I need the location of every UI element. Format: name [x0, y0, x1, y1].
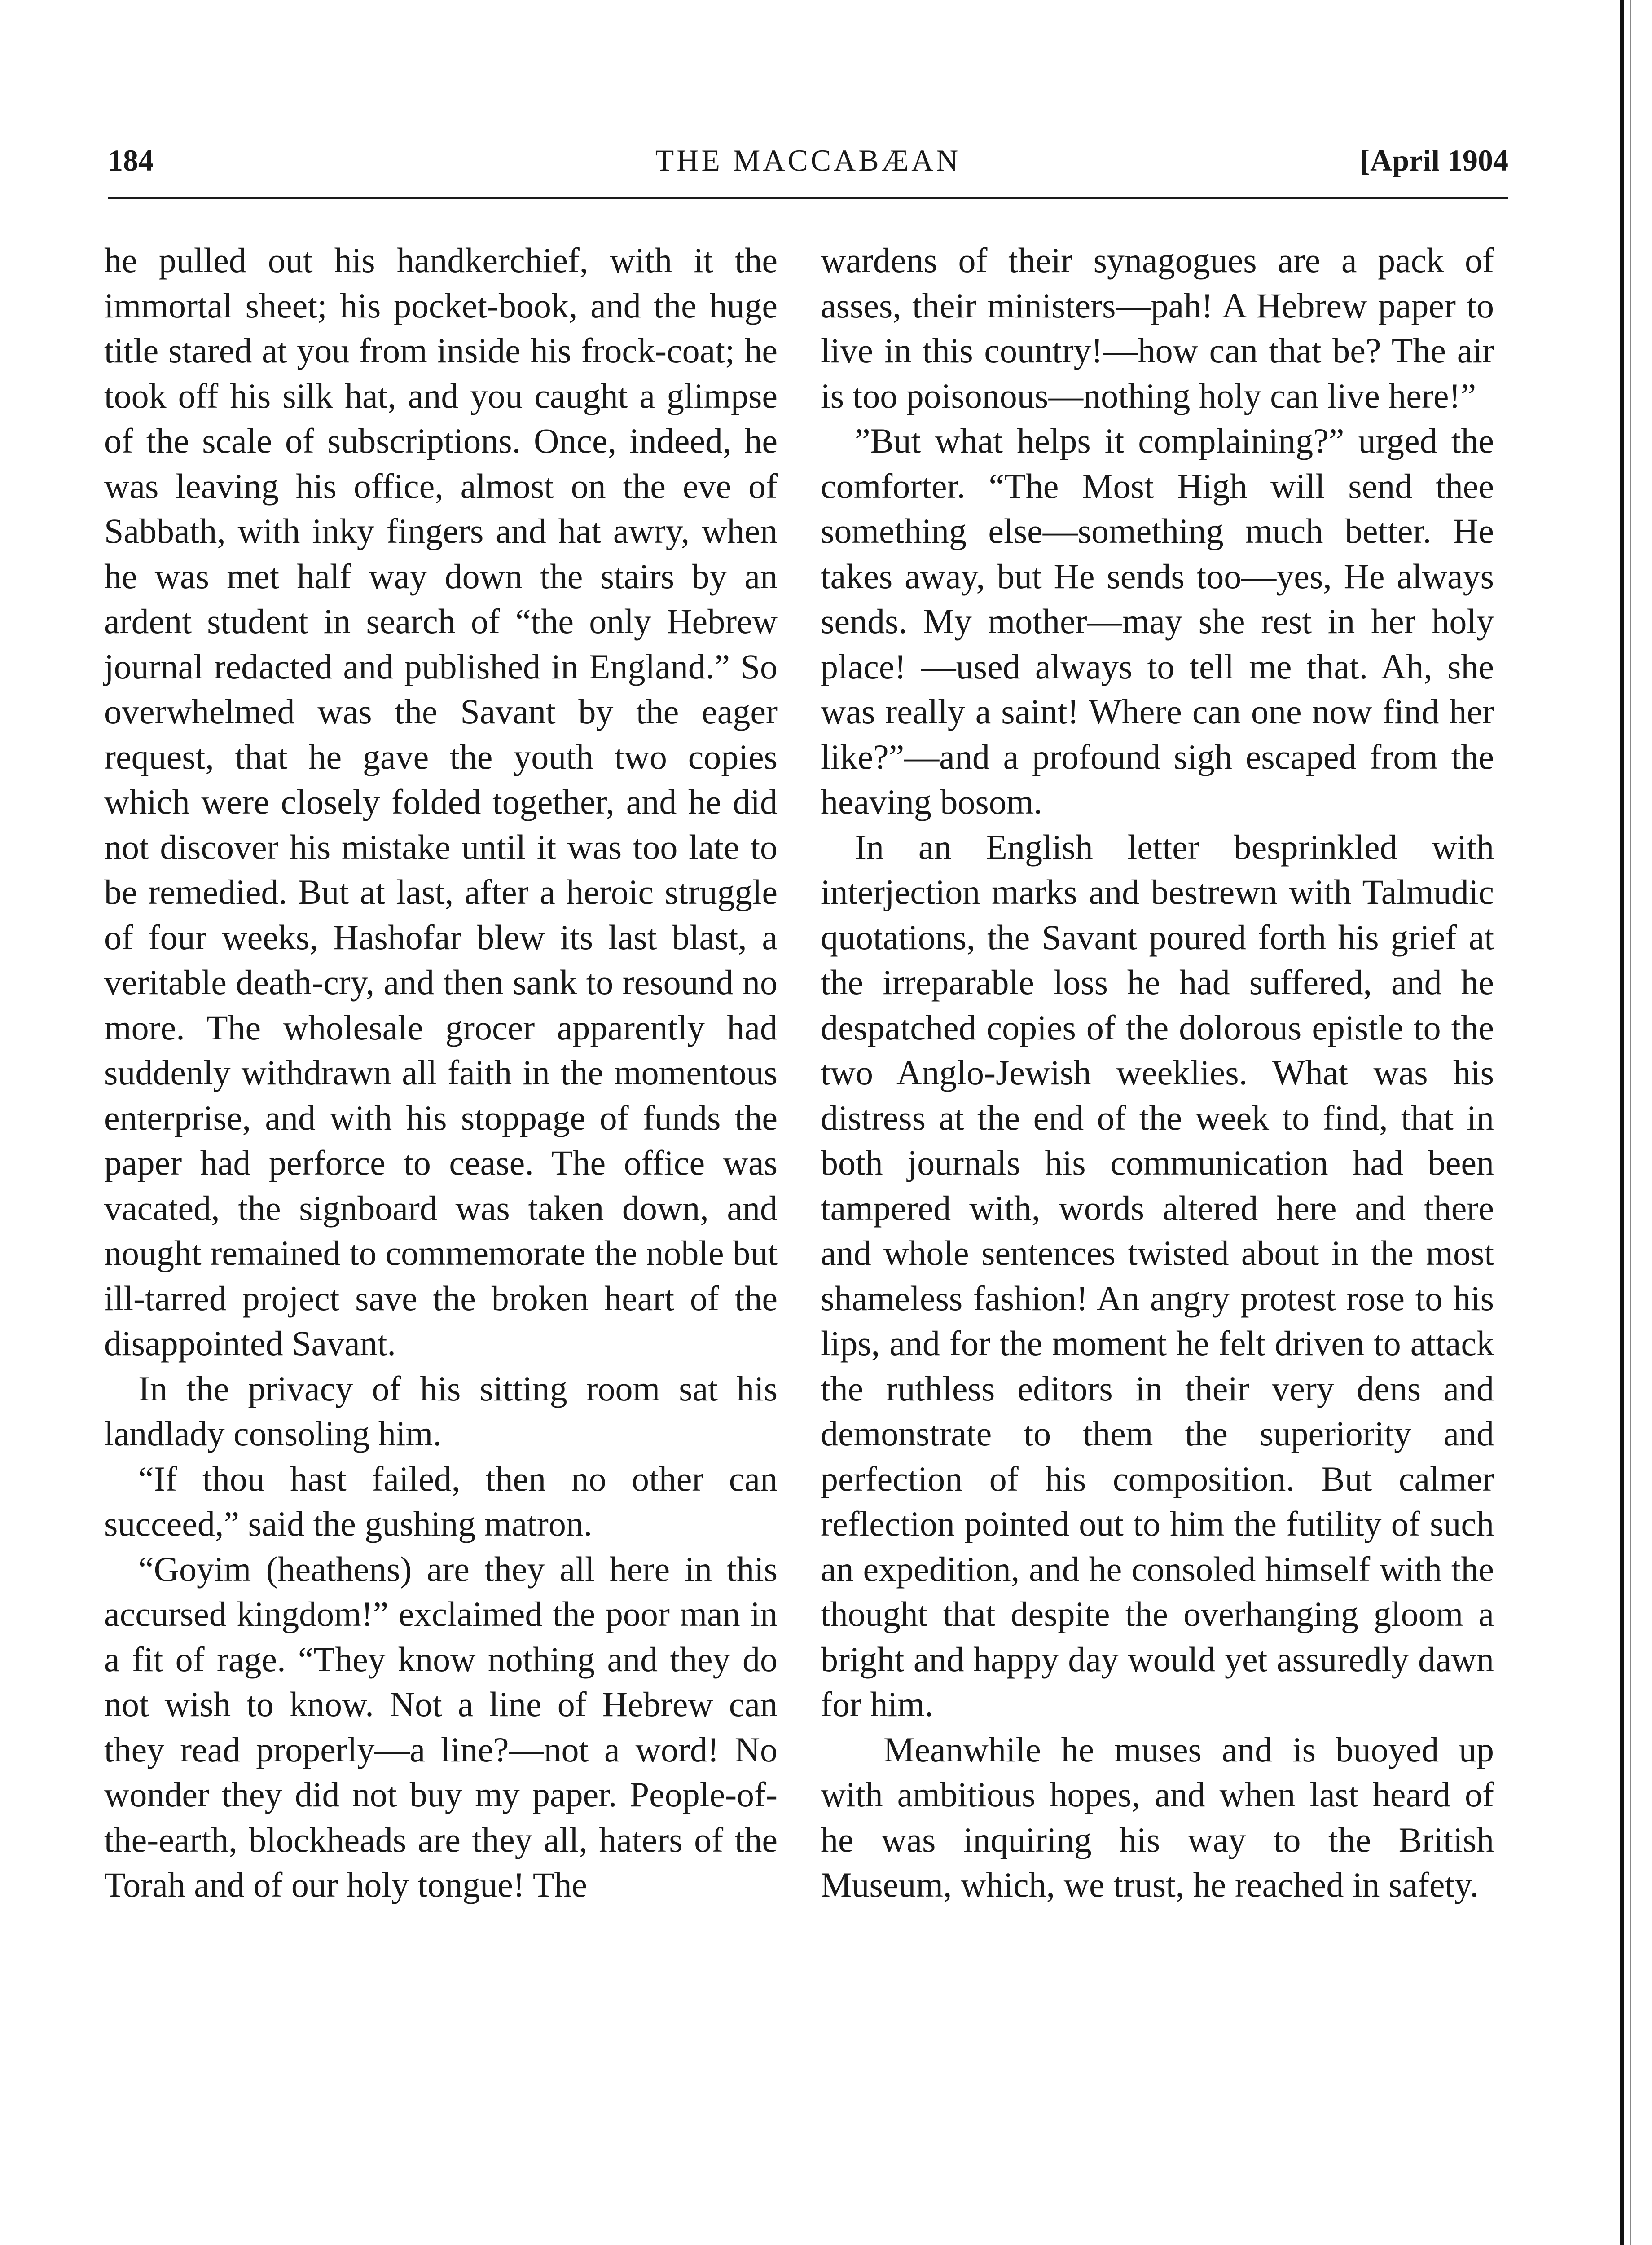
paragraph: “If thou hast failed, then no other can succeed,” said the gushing matron.	[104, 1459, 778, 1543]
paragraph: ”But what helps it complaining?” urged the comforter. “The Most High will send thee something else—something much better. He takes away, but He sends too—yes, He always sends. My mother—may she rest in her holy place! —used always to tell me that. Ah, she was really a saint! Where can one now find her like?”—and a profound sigh escaped from the heaving bosom.	[821, 421, 1494, 821]
page-number: 184	[108, 143, 154, 177]
issue-date: [April 1904	[1360, 143, 1508, 177]
running-title: THE MACCABÆAN	[655, 143, 961, 177]
paragraph: wardens of their synagogues are a pack of asses, their ministers—pah! A Hebrew paper to live in this country!—how can that be? The air is too poisonous—nothing holy can live here!”	[821, 241, 1494, 415]
paragraph: In the privacy of his sitting room sat his landlady consoling him.	[104, 1369, 778, 1453]
scan-edge-line	[1630, 0, 1631, 2245]
scan-edge-shadow	[1620, 0, 1624, 2245]
header-rule	[108, 197, 1508, 199]
left-column	[104, 238, 778, 1908]
paragraph: In an English letter besprinkled with interjection marks and bestrewn with Talmudic quotations, the Savant poured forth his grief at the irreparable loss he had suffered, and he despatched copies of the dolorous epistle to the two Anglo-Jewish weeklies. What was his distress at the end of the week to find, that in both journals his communication had been tampered with, words altered here and there and whole sentences twisted about in the most shameless fashion! An angry protest rose to his lips, and for the moment he felt driven to attack the ruthless editors in their very dens and demonstrate to them the superiority and perfection of his composition. But calmer reflection pointed out to him the futility of such an expedition, and he consoled himself with the thought that despite the overhanging gloom a bright and happy day would yet assuredly dawn for him.	[821, 827, 1494, 1724]
paragraph: Meanwhile he muses and is buoyed up with ambitious hopes, and when last heard of he was inquiring his way to the British Museum, which, we trust, he reached in safety.	[821, 1730, 1494, 1904]
right-column	[821, 238, 1494, 1908]
running-header	[108, 143, 1508, 192]
paragraph: he pulled out his handkerchief, with it the immortal sheet; his pocket-book, and the huge title stared at you from inside his frock-coat; he took off his silk hat, and you caught a glimpse of the scale of subscriptions. Once, indeed, he was leaving his office, almost on the eve of Sabbath, with inky fingers and hat awry, when he was met half way down the stairs by an ardent student in search of “the only Hebrew journal redacted and published in England.” So overwhelmed was the Savant by the eager request, that he gave the youth two copies which were closely folded together, and he did not discover his mistake until it was too late to be remedied. But at last, after a heroic struggle of four weeks, Hashofar blew its last blast, a veritable death-cry, and then sank to resound no more. The wholesale grocer apparently had suddenly withdrawn all faith in the momentous enterprise, and with his stoppage of funds the paper had perforce to cease. The office was vacated, the signboard was taken down, and nought remained to commemorate the noble but ill-tarred project save the broken heart of the disappointed Savant.	[104, 241, 778, 1363]
paragraph: “Goyim (heathens) are they all here in this accursed kingdom!” exclaimed the poor man in a fit of rage. “They know nothing and they do not wish to know. Not a line of Hebrew can they read properly—a line?—not a word! No wonder they did not buy my paper. People-of-the-earth, blockheads are they all, haters of the Torah and of our holy tongue! The	[104, 1549, 778, 1904]
